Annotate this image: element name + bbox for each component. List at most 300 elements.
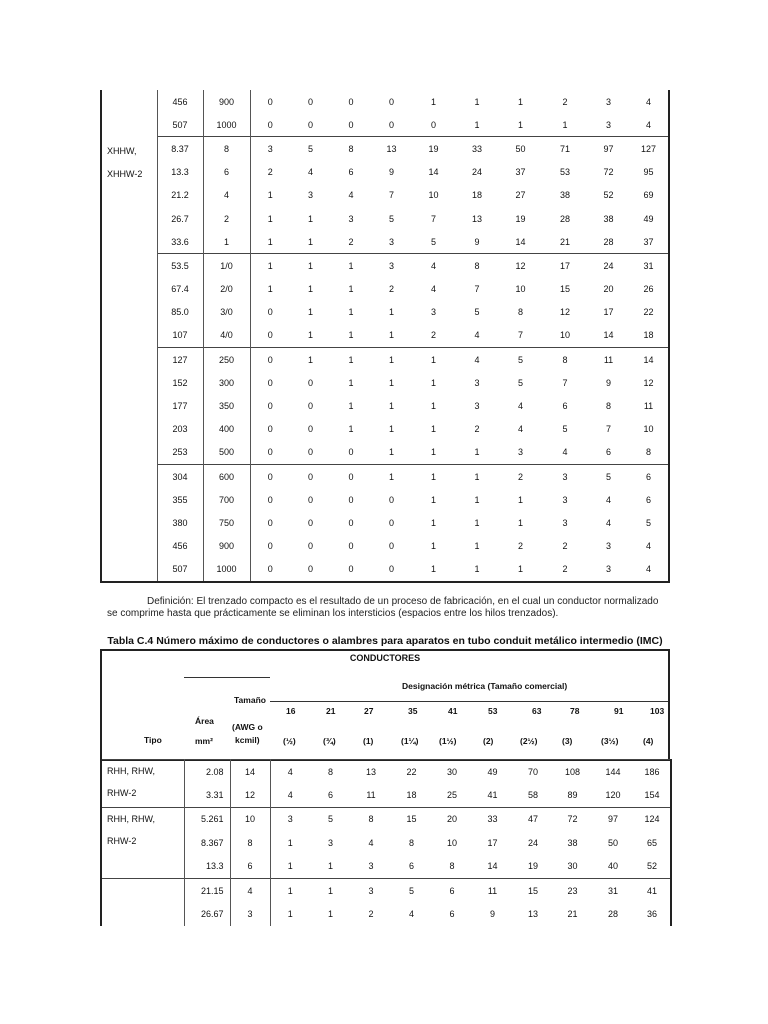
table-cell: 38	[603, 213, 614, 224]
table-cell: 69	[643, 190, 654, 201]
table-row	[101, 760, 671, 784]
table-cell: 1	[371, 348, 412, 372]
table-cell: 28	[607, 909, 618, 920]
table-cell: 0	[388, 564, 394, 575]
metric-size-label: 41	[448, 706, 458, 716]
tipo-label: RHH, RHW,	[107, 766, 155, 776]
table-cell: 0	[267, 401, 273, 412]
table-cell: 304	[157, 465, 203, 489]
table-cell: 1	[430, 517, 436, 528]
table-row	[101, 371, 669, 394]
metric-size-label: 35	[408, 706, 418, 716]
table-cell: 0	[388, 119, 394, 130]
table-cell: 8	[455, 254, 499, 278]
table-cell: 2	[430, 330, 436, 341]
table-cell: 1	[430, 447, 436, 458]
table-cell: 33	[455, 137, 499, 161]
table-row	[101, 535, 669, 558]
table-cell: 1	[474, 541, 480, 552]
table-c4-body	[100, 759, 672, 926]
table-cell: 3	[562, 517, 568, 528]
table-row	[101, 301, 669, 324]
table-cell: 37	[515, 167, 526, 178]
table-cell: 3	[605, 119, 611, 130]
table-cell: 355	[157, 488, 203, 511]
kcmil-heading: kcmil)	[235, 735, 260, 745]
table-cell: 10	[230, 807, 270, 831]
tamano-heading: Tamaño	[234, 695, 266, 705]
table-cell: 1	[474, 119, 480, 130]
table-cell: 4	[408, 909, 414, 920]
table-cell: 4	[645, 541, 651, 552]
table-cell: 5	[430, 236, 436, 247]
table-cell: 14	[487, 861, 498, 872]
commercial-size-label: (3½)	[601, 736, 619, 746]
table-cell: 8	[542, 348, 588, 372]
tipo-label: XHHW-2	[107, 169, 143, 179]
table-row	[101, 418, 669, 441]
table-cell: 3	[605, 541, 611, 552]
table-cell: 50	[607, 837, 618, 848]
table-cell: 1	[388, 401, 394, 412]
table-cell: 1	[267, 213, 273, 224]
table-cell: 11	[472, 878, 513, 902]
table-cell: 1	[474, 564, 480, 575]
table-cell: 15	[391, 807, 432, 831]
commercial-size-label: (2½)	[520, 736, 538, 746]
table-cell: 600	[203, 465, 250, 489]
table-cell: 9	[605, 377, 611, 388]
table-cell: 1	[307, 213, 313, 224]
table-cell: 26	[643, 284, 654, 295]
table-cell: 0	[307, 494, 313, 505]
table-cell: 72	[553, 807, 592, 831]
table-cell: 250	[203, 348, 250, 372]
table-cell: 1	[371, 465, 412, 489]
table-cell: 3	[351, 878, 391, 902]
table-cell: 0	[267, 517, 273, 528]
table-cell: 53	[559, 167, 570, 178]
table-cell: 1	[348, 424, 354, 435]
table-cell: 2	[562, 564, 568, 575]
table-cell: 22	[391, 760, 432, 784]
table-cell: 14	[428, 167, 439, 178]
table-cell: 3	[368, 861, 374, 872]
table-cell: 52	[646, 861, 657, 872]
table-cell: 0	[267, 377, 273, 388]
table-cell: 0	[348, 541, 354, 552]
table-cell: 30	[567, 861, 578, 872]
commercial-size-label: (2)	[483, 736, 494, 746]
table-cell: 0	[267, 447, 273, 458]
table-cell: 3	[307, 190, 313, 201]
table-cell: 8	[230, 831, 270, 854]
table-cell: 18	[643, 330, 654, 341]
table-cell: 1	[474, 447, 480, 458]
table-cell: 0	[307, 377, 313, 388]
table-cell: 0	[388, 517, 394, 528]
tipo-label-group	[107, 90, 157, 186]
table-cell: 3/0	[203, 301, 250, 324]
table-cell: 186	[634, 760, 671, 784]
table-cell: 4	[517, 401, 523, 412]
table-cell: 1	[412, 465, 455, 489]
table-cell: 1	[430, 377, 436, 388]
awg-heading: (AWG o	[232, 722, 263, 732]
table-cell: 85.0	[157, 301, 203, 324]
table-cell: 1	[307, 284, 313, 295]
table-cell: 6	[605, 447, 611, 458]
table-row	[101, 278, 669, 301]
table-cell: 0	[267, 541, 273, 552]
table-cell: 1	[412, 348, 455, 372]
table-cell: 700	[203, 488, 250, 511]
table-cell: 0	[267, 424, 273, 435]
table-cell: 97	[592, 807, 634, 831]
table-cell: 253	[157, 441, 203, 465]
table-cell: 4	[645, 119, 651, 130]
table-cell: 20	[603, 284, 614, 295]
table-cell: 1	[290, 348, 331, 372]
table-cell: 3	[430, 307, 436, 318]
table-cell: 1	[307, 236, 313, 247]
metric-size-label: 103	[650, 706, 665, 716]
table-cell: 31	[592, 878, 634, 902]
table-cell: 1	[348, 307, 354, 318]
table-cell: 14	[515, 236, 526, 247]
table-cell: 50	[499, 137, 542, 161]
table-cell: 127	[157, 348, 203, 372]
table-row	[101, 783, 671, 807]
table-cell: 19	[527, 861, 538, 872]
table-cell: 7	[474, 284, 480, 295]
table-cell: 1	[388, 424, 394, 435]
table-cell: 24	[471, 167, 482, 178]
table-cell: 97	[588, 137, 629, 161]
table-cell: 7	[517, 330, 523, 341]
table-cell: 41	[634, 878, 671, 902]
table-cell: 13	[351, 760, 391, 784]
table-cell: 0	[348, 119, 354, 130]
table-cell: 108	[553, 760, 592, 784]
table-cell: 0	[388, 494, 394, 505]
table-row	[101, 324, 669, 348]
commercial-size-label: (½)	[283, 736, 296, 746]
table-cell: 1	[517, 119, 523, 130]
table-row	[101, 807, 671, 831]
table-cell: 5	[645, 517, 651, 528]
table-cell: 300	[203, 371, 250, 394]
table-cell: 4	[645, 96, 651, 107]
table-cell: 52	[603, 190, 614, 201]
table-row	[101, 488, 669, 511]
table-cell: 53.5	[157, 254, 203, 278]
table-cell: 12	[559, 307, 570, 318]
table-cell: 2	[348, 236, 354, 247]
table-cell: 144	[592, 760, 634, 784]
table-cell: 11	[366, 790, 376, 801]
mm-heading: mm²	[195, 736, 213, 746]
table-cell: 0	[388, 541, 394, 552]
table-cell: 4	[348, 190, 354, 201]
table-cell: 33	[472, 807, 513, 831]
table-row	[101, 511, 669, 534]
commercial-size-label: (1)	[363, 736, 374, 746]
table-cell: 500	[203, 441, 250, 465]
table-cell: 1	[474, 96, 480, 107]
table-cell: 89	[567, 790, 578, 801]
table-cell: 6	[408, 861, 414, 872]
table-cell: 0	[307, 96, 313, 107]
table-cell: 47	[513, 807, 553, 831]
table-cell: 203	[157, 418, 203, 441]
table-cell: 3	[562, 494, 568, 505]
table-cell: 38	[567, 837, 578, 848]
metric-size-label: 78	[570, 706, 580, 716]
table-row	[101, 902, 671, 925]
table-cell: 7	[562, 377, 568, 388]
table-cell: 17	[603, 307, 614, 318]
table-cell: 4	[230, 878, 270, 902]
table-cell: 22	[643, 307, 654, 318]
table-cell: 71	[542, 137, 588, 161]
table-cell: 70	[513, 760, 553, 784]
tipo-label: RHW-2	[107, 788, 137, 798]
definition-text: Definición: El trenzado compacto es el resultado de un proceso de fabricación, en el cual un conductor normalizado se comprime hasta que prácticamente se eliminan los intersticios (espacios entre los hilos trenzados).	[107, 596, 659, 619]
tipo-label: XHHW,	[107, 146, 137, 156]
table-cell: 38	[559, 190, 570, 201]
table-cell: 6	[449, 909, 455, 920]
table-cell: 1	[203, 230, 250, 254]
conductores-heading: CONDUCTORES	[349, 653, 421, 663]
table-cell: 4	[412, 254, 455, 278]
table-row	[101, 558, 669, 582]
table-cell: 7	[430, 213, 436, 224]
table-cell: 6	[230, 855, 270, 879]
table-cell: 5	[562, 424, 568, 435]
table-row	[101, 831, 671, 854]
table-cell: 21	[559, 236, 570, 247]
table-cell: 3	[371, 254, 412, 278]
table-cell: 1	[517, 564, 523, 575]
table-cell: 1	[250, 254, 290, 278]
table-cell: 3	[605, 564, 611, 575]
table-cell: 456	[157, 90, 203, 113]
table-cell: 24	[588, 254, 629, 278]
table-cell: 13.3	[184, 855, 230, 879]
table-cell: 6	[348, 167, 354, 178]
table-cell: 2	[368, 909, 374, 920]
table-cell: 33.6	[157, 230, 203, 254]
table-cell: 4	[517, 424, 523, 435]
table-cell: 3	[250, 137, 290, 161]
table-cell: 1	[430, 541, 436, 552]
table-cell: 4/0	[203, 324, 250, 348]
table-cell: 1	[327, 861, 333, 872]
table-cell: 8.367	[184, 831, 230, 854]
table-cell: 1	[430, 401, 436, 412]
table-cell: 15	[559, 284, 570, 295]
table-cell: 12	[230, 783, 270, 807]
table-cell: 14	[230, 760, 270, 784]
table-cell: 0	[348, 517, 354, 528]
commercial-size-label: (4)	[643, 736, 654, 746]
table-cell: 1	[388, 447, 394, 458]
metric-size-label: 91	[614, 706, 624, 716]
table-row	[101, 184, 669, 207]
table-c4-title: Tabla C.4 Número máximo de conductores o alambres para aparatos en tubo conduit metálico intermedio (IMC)	[107, 635, 663, 647]
tipo-cell	[101, 90, 157, 582]
table-cell: 3	[270, 807, 310, 831]
table-row	[101, 394, 669, 417]
table-cell: 5	[474, 307, 480, 318]
table-cell: 8	[351, 807, 391, 831]
table-cell: 26.67	[184, 902, 230, 925]
table-cell: 3	[230, 902, 270, 925]
table-cell: 0	[348, 96, 354, 107]
table-cell: 15	[513, 878, 553, 902]
table-cell: 95	[643, 167, 654, 178]
table-cell: 0	[430, 119, 436, 130]
definition-paragraph	[107, 596, 667, 620]
table-cell: 18	[406, 790, 417, 801]
table-cell: 0	[267, 494, 273, 505]
table-cell: 1	[455, 465, 499, 489]
table-cell: 65	[646, 837, 657, 848]
table-cell: 4	[455, 348, 499, 372]
table-cell: 1	[290, 254, 331, 278]
table-cell: 4	[307, 167, 313, 178]
table-cell: 1	[474, 494, 480, 505]
table-cell: 2	[474, 424, 480, 435]
table-cell: 26.7	[157, 207, 203, 230]
table-cell: 6	[327, 790, 333, 801]
table-cell: 19	[515, 213, 526, 224]
table-cell: 0	[331, 465, 371, 489]
table-cell: 0	[348, 564, 354, 575]
table-cell: 4	[270, 760, 310, 784]
table-cell: 12	[643, 377, 654, 388]
table-cell: 0	[267, 307, 273, 318]
table-cell: 31	[629, 254, 669, 278]
table-cell: 1	[310, 878, 351, 902]
table-cell: 152	[157, 371, 203, 394]
table-cell: 900	[203, 535, 250, 558]
table-cell: 1	[388, 377, 394, 388]
table-row	[101, 161, 669, 184]
table-cell: 3	[517, 447, 523, 458]
table-cell: 1	[348, 401, 354, 412]
table-cell: 0	[250, 348, 290, 372]
table-cell: 4	[645, 564, 651, 575]
table-cell: 2	[499, 465, 542, 489]
table-row	[101, 855, 671, 879]
table-cell: 10	[515, 284, 526, 295]
table-cell: 1	[517, 494, 523, 505]
table-cell: 12	[499, 254, 542, 278]
table-cell: 20	[432, 807, 472, 831]
table-cell: 5	[499, 348, 542, 372]
table-cell: 4	[203, 184, 250, 207]
table-cell: 1	[331, 348, 371, 372]
table-cell: 1	[327, 909, 333, 920]
table-row	[101, 207, 669, 230]
table-cell: 2	[562, 541, 568, 552]
commercial-size-label: (¾)	[323, 736, 336, 746]
table-cell: 13	[471, 213, 482, 224]
table-row	[101, 113, 669, 137]
table-cell: 11	[588, 348, 629, 372]
table-cell: 0	[307, 424, 313, 435]
table-cell: 5	[388, 213, 394, 224]
table-cell: 124	[634, 807, 671, 831]
table-cell: 17	[542, 254, 588, 278]
table-row	[101, 465, 669, 489]
table-cell: 7	[388, 190, 394, 201]
table-cell: 0	[250, 465, 290, 489]
metric-size-label: 27	[364, 706, 374, 716]
table-cell: 4	[474, 330, 480, 341]
tipo-cell	[101, 760, 184, 808]
table-cell: 21.15	[184, 878, 230, 902]
table-cell: 9	[489, 909, 495, 920]
table-cell: 1	[267, 236, 273, 247]
table-cell: 8	[310, 760, 351, 784]
table-cell: 1000	[203, 113, 250, 137]
table-cell: 380	[157, 511, 203, 534]
table-cell: 19	[412, 137, 455, 161]
table-cell: 3	[327, 837, 333, 848]
table-cell: 350	[203, 394, 250, 417]
table-cell: 0	[307, 517, 313, 528]
table-cell: 4	[287, 790, 293, 801]
metric-size-label: 53	[488, 706, 498, 716]
table-cell: 1000	[203, 558, 250, 582]
table-row	[101, 254, 669, 278]
table-cell: 127	[629, 137, 669, 161]
table-cell: 8	[517, 307, 523, 318]
table-cell: 21	[567, 909, 578, 920]
table-cell: 25	[446, 790, 457, 801]
table-cell: 1	[388, 307, 394, 318]
table-cell: 10	[428, 190, 439, 201]
table-cell: 5	[391, 878, 432, 902]
table-cell: 1	[430, 424, 436, 435]
commercial-size-label: (3)	[562, 736, 573, 746]
table-cell: 49	[472, 760, 513, 784]
table-cell: 5	[517, 377, 523, 388]
table-cell: 8	[645, 447, 651, 458]
table-cell: 27	[515, 190, 526, 201]
table-cell: 41	[487, 790, 498, 801]
table-cell: 14	[629, 348, 669, 372]
table-row	[101, 348, 669, 372]
table-cell: 8	[408, 837, 414, 848]
table-cell: 0	[307, 401, 313, 412]
table-cell: 1	[307, 330, 313, 341]
tipo-cell	[101, 807, 184, 878]
table-cell: 2	[517, 541, 523, 552]
table-cell: 10	[446, 837, 457, 848]
table-row	[101, 90, 669, 113]
table-cell: 0	[267, 330, 273, 341]
table-cell: 49	[643, 213, 654, 224]
table-cell: 0	[307, 564, 313, 575]
table-cell: 1/0	[203, 254, 250, 278]
table-cell: 1	[348, 284, 354, 295]
conductor-table-continuation	[100, 90, 670, 583]
table-row	[101, 137, 669, 161]
